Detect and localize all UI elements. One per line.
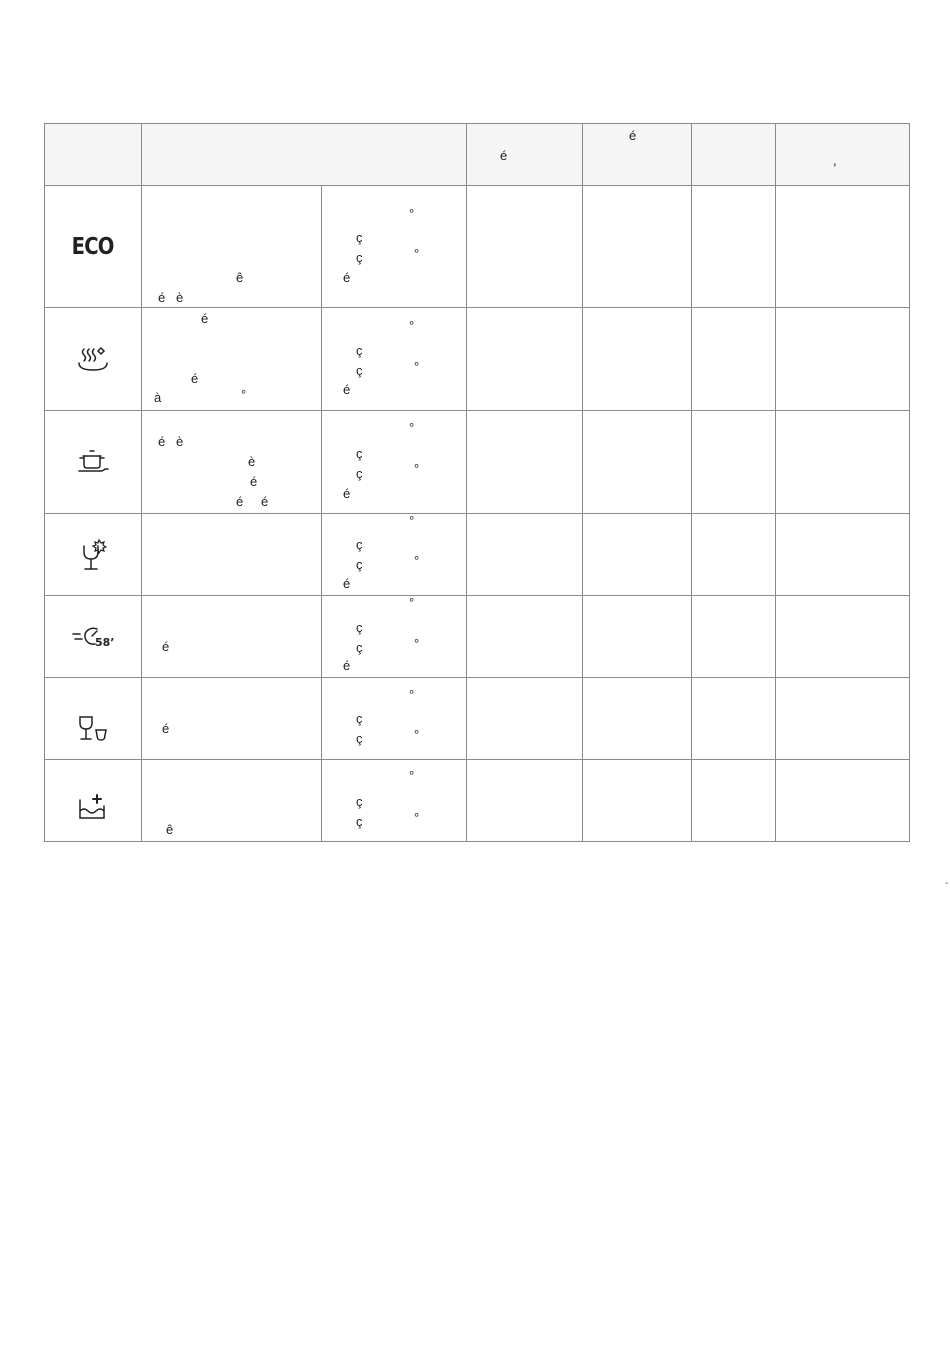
description-cell	[142, 760, 322, 842]
cycle-cell	[322, 411, 467, 514]
text-glyph: °	[414, 636, 420, 651]
temp-cell	[467, 186, 583, 308]
stray-mark: -	[945, 878, 949, 889]
delicate-glasses-icon	[76, 714, 110, 744]
text-glyph: é	[343, 486, 351, 501]
glass-sparkle-icon	[79, 538, 107, 572]
text-glyph: ç	[356, 537, 363, 552]
text-glyph: °	[414, 461, 420, 476]
energy-cell	[692, 596, 776, 678]
time-cell	[776, 411, 910, 514]
header-program-cell	[45, 124, 142, 186]
description-cell	[142, 308, 322, 411]
header-energy-cell	[692, 124, 776, 186]
text-glyph: ç	[356, 731, 363, 746]
description-cell	[142, 596, 322, 678]
quick-58-icon	[71, 623, 115, 651]
text-glyph: é	[343, 382, 351, 397]
text-glyph: °	[241, 387, 247, 402]
cycle-cell	[322, 596, 467, 678]
cycle-cell	[322, 760, 467, 842]
eco-icon	[45, 186, 141, 307]
text-glyph: ç	[356, 814, 363, 829]
table-row	[45, 308, 910, 411]
text-glyph: ç	[356, 557, 363, 572]
text-glyph: é	[158, 434, 166, 449]
header-time-cell	[776, 124, 910, 186]
water-cell	[583, 760, 692, 842]
text-glyph: °	[414, 359, 420, 374]
text-glyph: ç	[356, 363, 363, 378]
table-row	[45, 760, 910, 842]
text-glyph: °	[414, 246, 420, 261]
program-icon-cell	[45, 411, 142, 514]
table-row	[45, 596, 910, 678]
text-glyph: °	[409, 420, 415, 435]
text-glyph: ç	[356, 343, 363, 358]
text-glyph: è	[176, 290, 184, 305]
description-cell	[142, 186, 322, 308]
header-water-cell	[583, 124, 692, 186]
energy-cell	[692, 514, 776, 596]
text-glyph: °	[409, 687, 415, 702]
program-icon-cell	[45, 308, 142, 411]
text-glyph: à	[154, 390, 162, 405]
header-temp-cell	[467, 124, 583, 186]
temp-cell	[467, 678, 583, 760]
text-glyph: è	[248, 454, 256, 469]
text-glyph: ê	[166, 822, 174, 837]
text-glyph: ê	[236, 270, 244, 285]
energy-cell	[692, 411, 776, 514]
text-glyph: é	[201, 311, 209, 326]
description-cell	[142, 411, 322, 514]
program-table	[44, 123, 910, 842]
cycle-cell	[322, 308, 467, 411]
program-icon-cell	[45, 678, 142, 760]
text-glyph: ç	[356, 620, 363, 635]
description-cell	[142, 678, 322, 760]
time-cell	[776, 678, 910, 760]
pot-intensive-icon	[75, 449, 111, 475]
machine-care-icon	[77, 794, 109, 822]
text-glyph: é	[343, 576, 351, 591]
water-cell	[583, 678, 692, 760]
energy-cell	[692, 678, 776, 760]
text-glyph: é	[162, 639, 170, 654]
temp-cell	[467, 596, 583, 678]
text-glyph: ç	[356, 466, 363, 481]
text-glyph: °	[414, 810, 420, 825]
text-glyph: °	[414, 727, 420, 742]
text-glyph: ç	[356, 250, 363, 265]
program-icon-cell	[45, 760, 142, 842]
time-cell	[776, 760, 910, 842]
water-cell	[583, 186, 692, 308]
header-glyph: é	[629, 128, 637, 143]
energy-cell	[692, 186, 776, 308]
time-cell	[776, 308, 910, 411]
table-row	[45, 186, 910, 308]
header-description-cell	[142, 124, 467, 186]
temp-cell	[467, 308, 583, 411]
water-cell	[583, 596, 692, 678]
text-glyph: é	[250, 474, 258, 489]
temp-cell	[467, 514, 583, 596]
description-cell	[142, 514, 322, 596]
cycle-cell	[322, 514, 467, 596]
text-glyph: é	[162, 721, 170, 736]
text-glyph: é	[158, 290, 166, 305]
text-glyph: °	[409, 595, 415, 610]
text-glyph: ç	[356, 711, 363, 726]
text-glyph: é	[191, 371, 199, 386]
text-glyph: ç	[356, 794, 363, 809]
energy-cell	[692, 308, 776, 411]
program-icon-cell	[45, 514, 142, 596]
water-cell	[583, 308, 692, 411]
header-glyph: é	[500, 148, 508, 163]
water-cell	[583, 411, 692, 514]
text-glyph: ç	[356, 230, 363, 245]
text-glyph: é	[343, 270, 351, 285]
text-glyph: é	[236, 494, 244, 509]
table-row	[45, 411, 910, 514]
time-cell	[776, 186, 910, 308]
text-glyph: °	[409, 768, 415, 783]
time-cell	[776, 514, 910, 596]
table-row	[45, 678, 910, 760]
eco-icon-label: ECO	[72, 233, 114, 260]
cycle-cell	[322, 186, 467, 308]
cycle-cell	[322, 678, 467, 760]
text-glyph: ç	[356, 640, 363, 655]
auto-steam-icon	[75, 345, 111, 373]
text-glyph: °	[409, 318, 415, 333]
text-glyph: é	[261, 494, 269, 509]
text-glyph: ç	[356, 446, 363, 461]
program-icon-cell	[45, 186, 142, 308]
energy-cell	[692, 760, 776, 842]
quick-58-label: 58’	[95, 635, 115, 649]
text-glyph: °	[414, 553, 420, 568]
temp-cell	[467, 760, 583, 842]
time-cell	[776, 596, 910, 678]
text-glyph: °	[409, 513, 415, 528]
header-glyph: ,	[833, 153, 837, 168]
table-header-row	[45, 124, 910, 186]
text-glyph: é	[343, 658, 351, 673]
table-row	[45, 514, 910, 596]
text-glyph: °	[409, 206, 415, 221]
text-glyph: è	[176, 434, 184, 449]
water-cell	[583, 514, 692, 596]
program-icon-cell	[45, 596, 142, 678]
temp-cell	[467, 411, 583, 514]
